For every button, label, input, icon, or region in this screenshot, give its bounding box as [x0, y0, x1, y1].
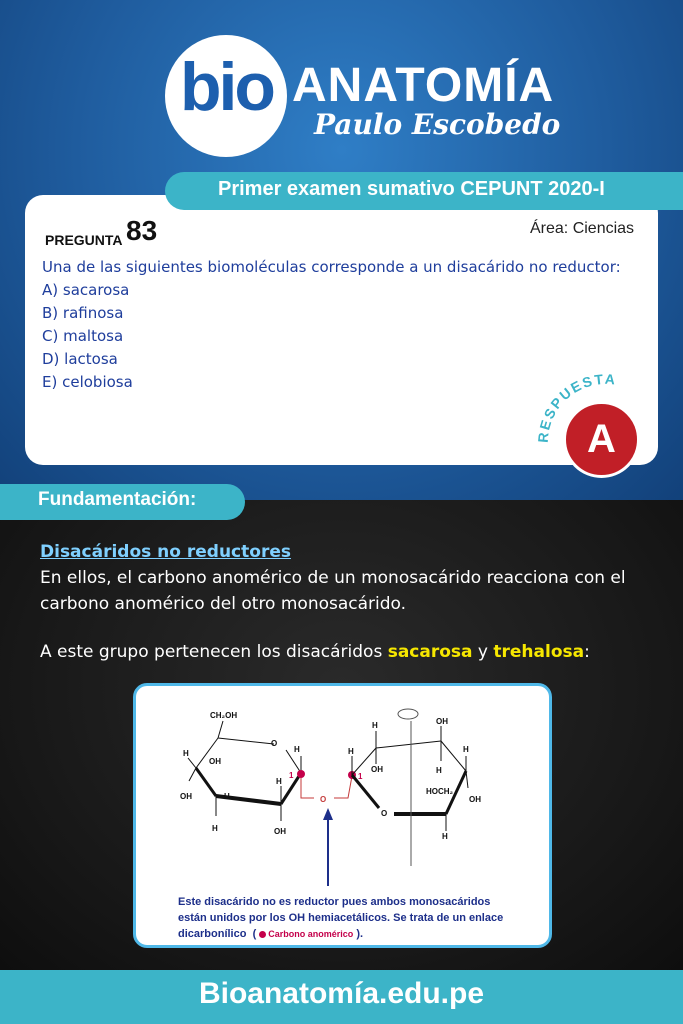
- footer-url[interactable]: Bioanatomía.edu.pe: [198, 977, 485, 1010]
- label-o-right: O: [381, 809, 388, 818]
- label-o-left: O: [271, 739, 278, 748]
- caption-line-3: [178, 926, 538, 942]
- answer-letter: A: [587, 417, 616, 461]
- label-h-right-3: H: [436, 766, 442, 775]
- label-ch2oh: CH₂OH: [210, 711, 238, 720]
- carbono-label: Carbono anomérico: [268, 929, 354, 939]
- question-label: PREGUNTA: [45, 232, 123, 248]
- label-c1-left: 1: [289, 771, 294, 780]
- option-a: A) sacarosa: [42, 281, 130, 299]
- paragraph-line-1: En ellos, el carbono anomérico de un monosacárido reacciona con el: [40, 568, 626, 588]
- label-oh-right-1: OH: [436, 717, 448, 726]
- label-h-left-1: H: [294, 745, 300, 754]
- label-c1-right: 1: [358, 772, 363, 781]
- label-h-right-4: H: [463, 745, 469, 754]
- option-c: C) maltosa: [42, 327, 124, 345]
- carbono-dot-icon: [259, 931, 266, 938]
- diagram-caption: [178, 894, 538, 942]
- paragraph-line-3: [40, 642, 590, 662]
- anomeric-carbon-left: [297, 770, 305, 778]
- highlight-sacarosa: sacarosa: [387, 642, 473, 662]
- label-h-right-1: H: [372, 721, 378, 730]
- highlight-trehalosa: trehalosa: [493, 642, 585, 662]
- logo-author: Paulo Escobedo: [314, 108, 561, 141]
- paragraph-line-2: carbono anomérico del otro monosacárido.: [40, 594, 407, 614]
- line3-suffix: :: [584, 642, 590, 662]
- question-area: Área: Ciencias: [530, 220, 635, 237]
- pointer-arrow-head: [323, 808, 333, 820]
- option-b: B) rafinosa: [42, 304, 124, 322]
- question-number: 83: [126, 215, 158, 246]
- caption-line-3-prefix: dicarbonílico (: [178, 928, 257, 940]
- label-oh-left-1: OH: [209, 757, 221, 766]
- answer-label: RESPUESTA: [534, 370, 618, 444]
- section-heading: Disacáridos no reductores: [40, 542, 291, 562]
- line3-connector: y: [472, 642, 494, 662]
- disaccharide-diagram: [133, 683, 552, 948]
- logo-anatomia-text: ANATOMÍA: [292, 59, 555, 112]
- caption-line-3-suffix: ).: [356, 928, 364, 940]
- logo-bio-text: bio: [180, 49, 273, 125]
- option-d: D) lactosa: [42, 350, 118, 368]
- question-text: Una de las siguientes biomoléculas corresponde a un disacárido no reductor:: [42, 258, 621, 276]
- line3-prefix: A este grupo pertenecen los disacáridos: [40, 642, 388, 662]
- caption-line-1: Este disacárido no es reductor pues ambos monosacáridos: [178, 896, 491, 908]
- fundamentacion-title: Fundamentación:: [38, 489, 197, 510]
- label-h-left-3: H: [224, 792, 230, 801]
- option-e: E) celobiosa: [42, 373, 133, 391]
- label-o-bridge: O: [320, 795, 327, 804]
- label-h-left-4: H: [276, 777, 282, 786]
- label-oh-left-3: OH: [274, 827, 286, 836]
- label-h-right-5: H: [442, 832, 448, 841]
- label-hoch2: HOCH₂: [426, 787, 454, 796]
- label-h-left-2: H: [183, 749, 189, 758]
- exam-title: Primer examen sumativo CEPUNT 2020-I: [218, 178, 605, 200]
- caption-line-2: están unidos por los OH hemiacetálicos. Se trata de un enlace: [178, 912, 504, 924]
- label-h-left-5: H: [212, 824, 218, 833]
- label-oh-right-2: OH: [371, 765, 383, 774]
- label-oh-left-2: OH: [180, 792, 192, 801]
- label-oh-right-3: OH: [469, 795, 481, 804]
- label-h-right-2: H: [348, 747, 354, 756]
